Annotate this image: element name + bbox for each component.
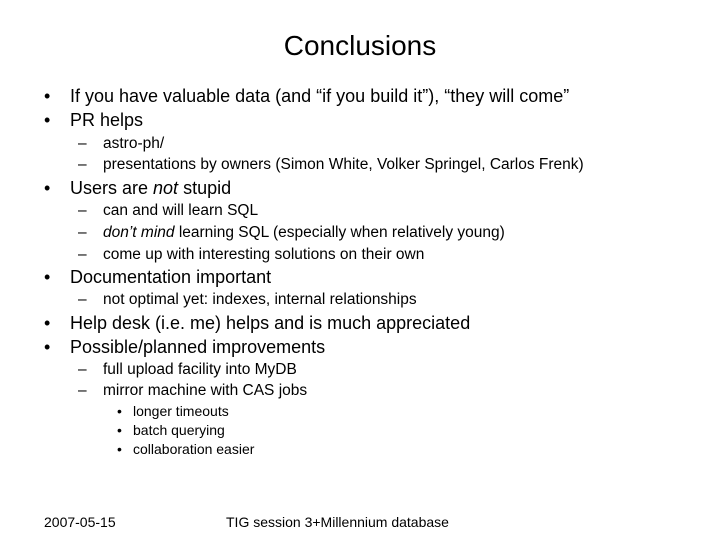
sub-mirror-machine: mirror machine with CAS jobs: [103, 382, 308, 399]
bullet-marker: •: [44, 86, 51, 106]
dash-marker: –: [78, 291, 87, 308]
sub-not-optimal: not optimal yet: indexes, internal relationships: [103, 291, 417, 308]
sub-astro-ph: astro-ph/: [103, 135, 165, 152]
bullet-documentation: Documentation important: [70, 267, 272, 287]
bullet-marker: •: [44, 110, 51, 130]
small-bullet-marker: •: [117, 403, 122, 419]
sub-dont-mind: don’t mind learning SQL (especially when relatively young): [103, 224, 505, 241]
bullet-marker: •: [44, 178, 51, 198]
sub-learn-sql: can and will learn SQL: [103, 202, 259, 219]
bullet-marker: •: [44, 267, 51, 287]
item-longer-timeouts: longer timeouts: [133, 403, 229, 419]
item-collaboration-easier: collaboration easier: [133, 441, 255, 457]
dash-marker: –: [78, 202, 87, 219]
dash-marker: –: [78, 224, 87, 241]
bullet-users-not-stupid: Users are not stupid: [70, 178, 232, 198]
small-bullet-marker: •: [117, 441, 122, 457]
bullet-help-desk: Help desk (i.e. me) helps and is much appreciated: [70, 313, 471, 333]
bullet-marker: •: [44, 337, 51, 357]
page-title: Conclusions: [283, 30, 437, 61]
dash-marker: –: [78, 156, 87, 173]
dash-marker: –: [78, 135, 87, 152]
dash-marker: –: [78, 246, 87, 263]
small-bullet-marker: •: [117, 422, 122, 438]
bullet-pr-helps: PR helps: [70, 110, 144, 130]
sub-presentations: presentations by owners (Simon White, Volker Springel, Carlos Frenk): [103, 156, 584, 173]
dash-marker: –: [78, 361, 87, 378]
bullet-improvements: Possible/planned improvements: [70, 337, 326, 357]
sub-upload-facility: full upload facility into MyDB: [103, 361, 297, 378]
bullet-marker: •: [44, 313, 51, 333]
sub-interesting-solutions: come up with interesting solutions on their own: [103, 246, 425, 263]
item-batch-querying: batch querying: [133, 422, 225, 438]
bullet-valuable-data: If you have valuable data (and “if you build it”), “they will come”: [70, 86, 570, 106]
footer-caption: TIG session 3+Millennium database: [226, 514, 449, 530]
dash-marker: –: [78, 382, 87, 399]
footer-date: 2007-05-15: [44, 514, 116, 530]
